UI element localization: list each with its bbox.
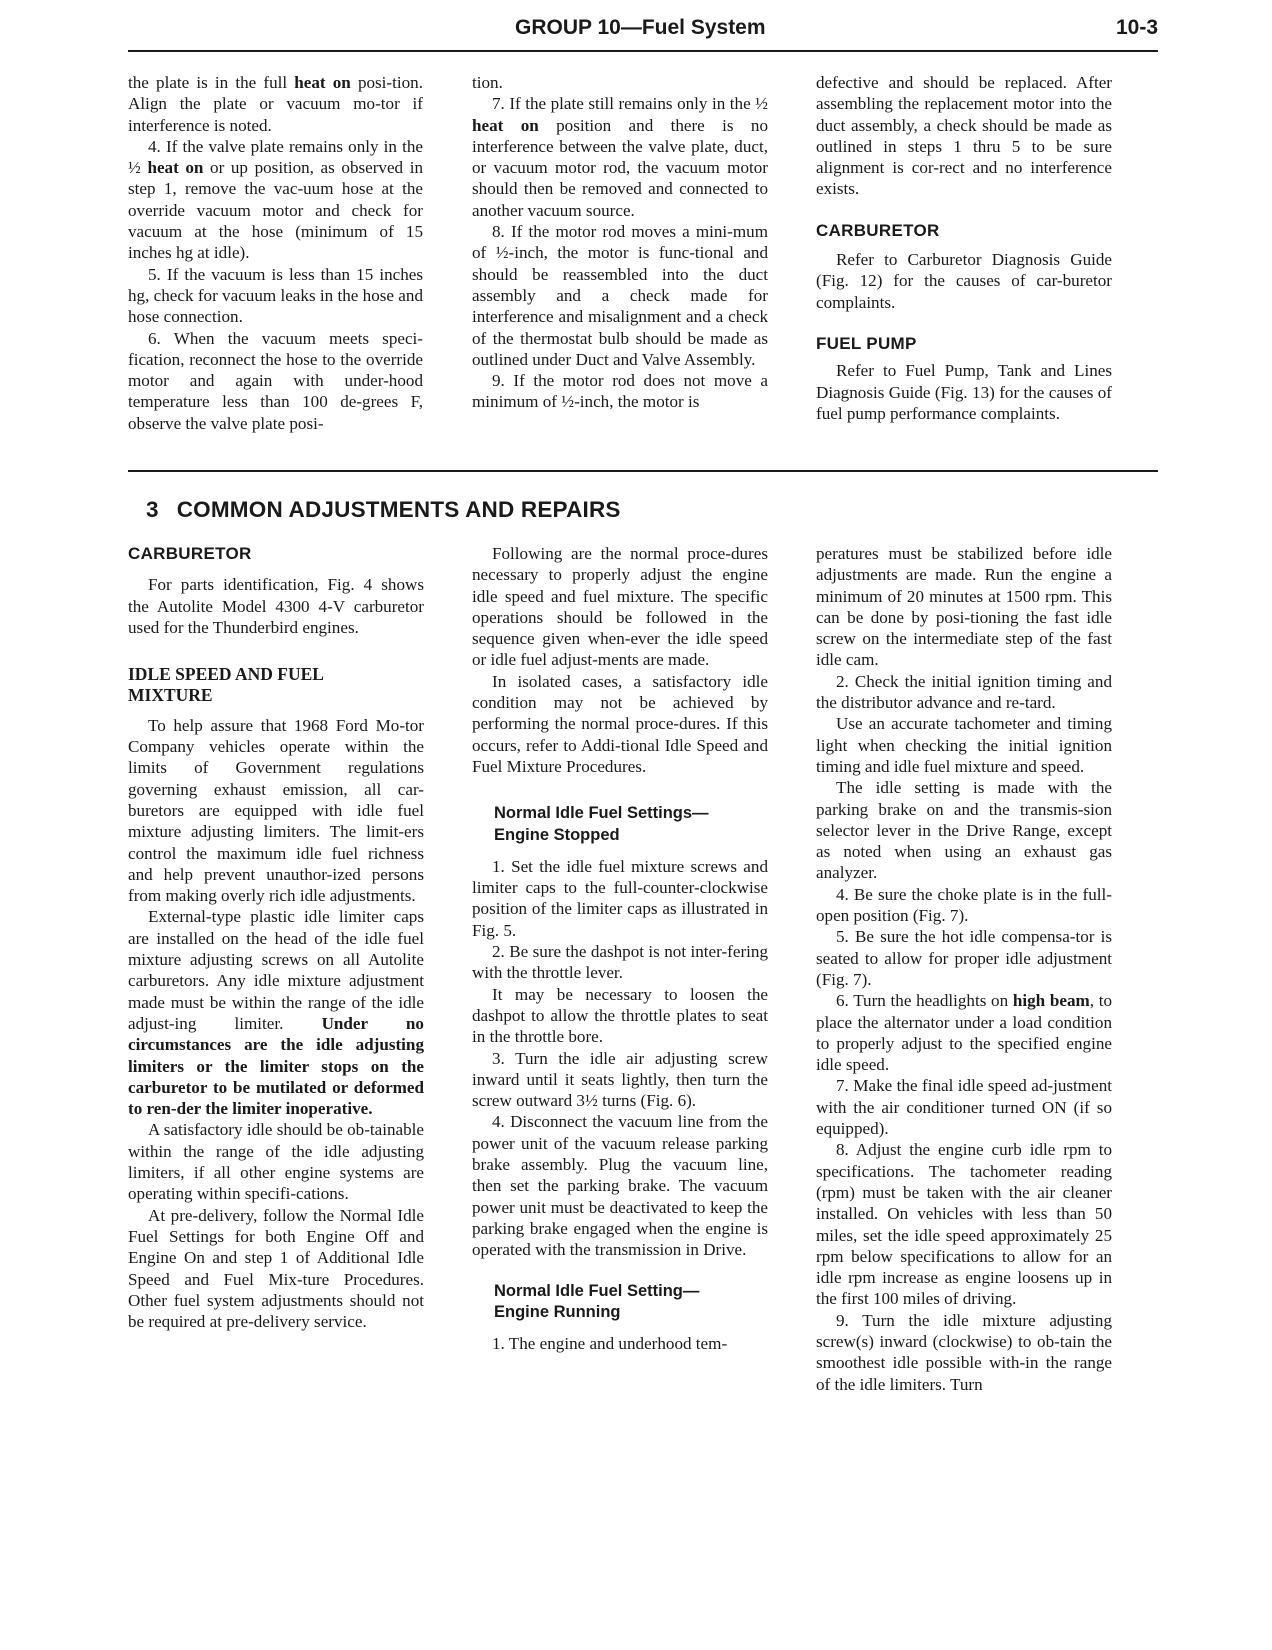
paragraph: Use an accurate tachometer and timing light when checking the initial ignition timing and idle fuel mixture and speed. xyxy=(816,714,1112,776)
paragraph: 9. Turn the idle mixture adjusting screw(s) inward (clockwise) to ob-tain the smoothest idle possible with-in the range of the idle limiters. Turn xyxy=(816,1310,1112,1394)
paragraph: It may be necessary to loosen the dashpot to allow the throttle plates to seat in the throttle bore. xyxy=(472,984,768,1047)
paragraph: 3. Turn the idle air adjusting screw inward until it seats lightly, then turn the screw outward 3½ turns (Fig. 6). xyxy=(472,1048,768,1111)
bottom-column-1 xyxy=(128,543,424,1332)
heading-engine-running: Normal Idle Fuel Setting— Engine Running xyxy=(494,1281,700,1321)
running-head: GROUP 10—Fuel System xyxy=(515,16,766,39)
paragraph: In isolated cases, a satisfactory idle condition may not be achieved by performing the normal proce-dures. If this occurs, refer to Addi-tional Idle Speed and Fuel Mixture Procedures. xyxy=(472,671,768,776)
paragraph: 6. Turn the headlights on high beam, to place the alternator under a load condition to properly adjust to the specified engine idle speed. xyxy=(816,991,1112,1075)
top-column-2 xyxy=(472,72,768,413)
paragraph: At pre-delivery, follow the Normal Idle Fuel Settings for both Engine Off and Engine On and step 1 of Additional Idle Speed and Fuel Mix-ture Procedures. Other fuel system adjustments should not be required at pre-delivery service. xyxy=(128,1205,424,1332)
paragraph: 1. Set the idle fuel mixture screws and limiter caps to the full-counter-clockwise position of the limiter caps as illustrated in Fig. 5. xyxy=(472,856,768,940)
top-column-3 xyxy=(816,72,1112,424)
paragraph: 7. If the plate still remains only in the ½ heat on position and there is no interference between the valve plate, duct, or vacuum motor rod, the vacuum motor should then be removed and connected to another vacuum source. xyxy=(472,94,768,220)
heading-engine-stopped: Normal Idle Fuel Settings— Engine Stopped xyxy=(494,804,709,844)
paragraph: 7. Make the final idle speed ad-justment with the air conditioner turned ON (if so equipped). xyxy=(816,1076,1112,1139)
paragraph: Refer to Carburetor Diagnosis Guide (Fig. 12) for the causes of car-buretor complaints. xyxy=(816,250,1112,312)
paragraph: the plate is in the full heat on posi-tion. Align the plate or vacuum mo-tor if interference is noted. xyxy=(128,73,423,135)
bottom-column-2 xyxy=(472,543,768,1354)
paragraph: tion. xyxy=(472,73,503,92)
page-number: 10-3 xyxy=(1115,16,1158,39)
paragraph: Following are the normal proce-dures necessary to properly adjust the engine idle speed and fuel mixture. The specific operations should be followed in the sequence given when-ever the idle speed or idle fuel adjust-ments are made. xyxy=(472,544,768,670)
paragraph: To help assure that 1968 Ford Mo-tor Company vehicles operate within the limits of Government regulations governing exhaust emission, all car-buretors are equipped with idle fuel mixture adjusting limiters. The limit-ers control the maximum idle fuel richness and help prevent unauthor-ized persons from making overly rich idle adjustments. xyxy=(128,715,424,906)
section-number: 3 xyxy=(146,497,159,522)
paragraph: For parts identification, Fig. 4 shows the Autolite Model 4300 4-V carburetor used for the Thunderbird engines. xyxy=(128,575,424,637)
paragraph: 9. If the motor rod does not move a minimum of ½-inch, the motor is xyxy=(472,371,768,412)
paragraph: 5. If the vacuum is less than 15 inches hg, check for vacuum leaks in the hose and hose connection. xyxy=(128,264,423,327)
paragraph: defective and should be replaced. After assembling the replacement motor into the duct assembly, a check should be made as outlined in steps 1 thru 5 to be sure alignment is cor-rect and no interference exists. xyxy=(816,73,1112,199)
page-header xyxy=(128,14,1158,52)
section-divider xyxy=(128,470,1158,472)
bottom-column-3 xyxy=(816,543,1112,1395)
paragraph: 4. Be sure the choke plate is in the full-open position (Fig. 7). xyxy=(816,884,1112,926)
section-heading xyxy=(146,497,621,523)
paragraph: The idle setting is made with the parking brake on and the transmis-sion selector lever in the Drive Range, except as noted when using an exhaust gas analyzer. xyxy=(816,778,1112,883)
paragraph: A satisfactory idle should be ob-tainable within the range of the idle adjusting limiters, if all other engine systems are operating within specifi-cations. xyxy=(128,1120,424,1204)
heading-idle-speed: IDLE SPEED AND FUEL MIXTURE xyxy=(128,664,323,706)
paragraph: 4. Disconnect the vacuum line from the power unit of the vacuum release parking brake assembly. Plug the vacuum line, then set the parking brake. The vacuum power unit must be deactivated to keep the parking brake engaged when the engine is operated with the transmission in Drive. xyxy=(472,1112,768,1260)
section-title: COMMON ADJUSTMENTS AND REPAIRS xyxy=(176,497,621,522)
paragraph: 8. If the motor rod moves a mini-mum of ½-inch, the motor is func-tional and should be reassembled into the duct assembly and a check made for interference and misalignment and a check of the thermostat bulb should be made as outlined under Duct and Valve Assembly. xyxy=(472,222,768,369)
paragraph: External-type plastic idle limiter caps are installed on the head of the idle fuel mixture adjusting screws on all Autolite carburetors. Any idle mixture adjustment made must be within the range of the idle adjust-ing limiter. Under no circumstances are the idle adjusting limiters or the limiter stops on the carburetor to be mutilated or deformed to ren-der the limiter inoperative. xyxy=(128,907,424,1119)
heading-fuel-pump: FUEL PUMP xyxy=(816,333,917,353)
paragraph: 6. When the vacuum meets speci-fication, reconnect the hose to the override motor and again with under-hood temperature less than 100 de-grees F, observe the valve plate posi- xyxy=(128,328,423,433)
paragraph: 5. Be sure the hot idle compensa-tor is seated to allow for proper idle adjustment (Fig. 7). xyxy=(816,927,1112,989)
paragraph: peratures must be stabilized before idle adjustments are made. Run the engine a minimum of 20 minutes at 1500 rpm. This can be done by posi-tioning the fast idle screw on the intermediate step of the fast idle cam. xyxy=(816,544,1112,670)
paragraph: 4. If the valve plate remains only in the ½ heat on or up position, as observed in step 1, remove the vac-uum hose at the override vacuum motor and check for vacuum at the hose (minimum of 15 inches hg at idle). xyxy=(128,136,424,263)
paragraph: 8. Adjust the engine curb idle rpm to specifications. The tachometer reading (rpm) must be taken with the air cleaner installed. On vehicles with less than 50 miles, set the idle speed approximately 25 rpm below specifications to allow for an idle rpm increase as engine loosens up in the first 100 miles of driving. xyxy=(816,1140,1112,1309)
paragraph: 1. The engine and underhood tem- xyxy=(492,1334,728,1354)
heading-carburetor: CARBURETOR xyxy=(128,544,252,563)
heading-carburetor: CARBURETOR xyxy=(816,220,940,240)
paragraph: 2. Check the initial ignition timing and the distributor advance and re-tard. xyxy=(816,671,1112,713)
paragraph: Refer to Fuel Pump, Tank and Lines Diagnosis Guide (Fig. 13) for the causes of fuel pump performance complaints. xyxy=(816,361,1112,423)
paragraph: 2. Be sure the dashpot is not inter-fering with the throttle lever. xyxy=(472,942,768,983)
top-column-1 xyxy=(128,72,423,434)
